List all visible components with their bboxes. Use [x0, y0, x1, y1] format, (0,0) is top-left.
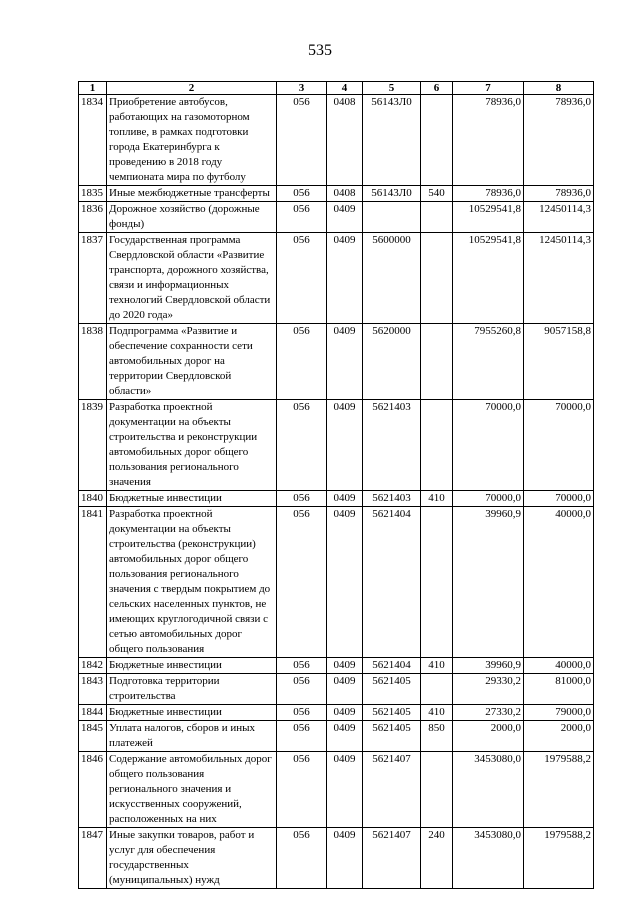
- amount-col-8: 12450114,3: [524, 202, 594, 233]
- table-row: [79, 186, 594, 202]
- row-number: 1839: [79, 400, 107, 491]
- header-row: [79, 82, 594, 95]
- section-code: 0409: [327, 721, 363, 752]
- section-code: 0409: [327, 752, 363, 828]
- row-number: 1841: [79, 507, 107, 658]
- row-number: 1838: [79, 324, 107, 400]
- expense-type-code: [421, 507, 453, 658]
- table-row: [79, 233, 594, 324]
- row-name: Приобретение автобусов, работающих на газомоторном топливе, в рамках подготовки города Екатеринбурга к проведению в 2018 году чемпионата мира по футболу: [107, 95, 277, 186]
- table-row: [79, 95, 594, 186]
- section-code: 0409: [327, 705, 363, 721]
- admin-code: 056: [277, 507, 327, 658]
- amount-col-8: 70000,0: [524, 400, 594, 491]
- table-row: [79, 324, 594, 400]
- table-row: [79, 507, 594, 658]
- column-header: 7: [453, 82, 524, 95]
- expense-type-code: 540: [421, 186, 453, 202]
- expense-type-code: 410: [421, 491, 453, 507]
- expense-type-code: [421, 324, 453, 400]
- amount-col-7: 29330,2: [453, 674, 524, 705]
- section-code: 0409: [327, 828, 363, 889]
- table-row: [79, 491, 594, 507]
- section-code: 0409: [327, 202, 363, 233]
- amount-col-8: 40000,0: [524, 507, 594, 658]
- row-number: 1837: [79, 233, 107, 324]
- target-article-code: 56143Л0: [363, 95, 421, 186]
- expense-type-code: [421, 674, 453, 705]
- target-article-code: [363, 202, 421, 233]
- expense-type-code: 410: [421, 658, 453, 674]
- expense-type-code: 240: [421, 828, 453, 889]
- target-article-code: 5621404: [363, 658, 421, 674]
- expense-type-code: [421, 202, 453, 233]
- row-number: 1835: [79, 186, 107, 202]
- admin-code: 056: [277, 324, 327, 400]
- budget-table: [78, 81, 594, 889]
- section-code: 0409: [327, 507, 363, 658]
- expense-type-code: [421, 95, 453, 186]
- expense-type-code: [421, 400, 453, 491]
- target-article-code: 5621405: [363, 721, 421, 752]
- admin-code: 056: [277, 400, 327, 491]
- admin-code: 056: [277, 186, 327, 202]
- row-name: Дорожное хозяйство (дорожные фонды): [107, 202, 277, 233]
- expense-type-code: [421, 233, 453, 324]
- admin-code: 056: [277, 95, 327, 186]
- amount-col-8: 81000,0: [524, 674, 594, 705]
- column-header: 8: [524, 82, 594, 95]
- table-row: [79, 752, 594, 828]
- row-name: Иные межбюджетные трансферты: [107, 186, 277, 202]
- admin-code: 056: [277, 674, 327, 705]
- row-name: Бюджетные инвестиции: [107, 658, 277, 674]
- section-code: 0409: [327, 674, 363, 705]
- amount-col-8: 78936,0: [524, 95, 594, 186]
- admin-code: 056: [277, 491, 327, 507]
- row-name: Подпрограмма «Развитие и обеспечение сохранности сети автомобильных дорог на территории Свердловской области»: [107, 324, 277, 400]
- expense-type-code: 850: [421, 721, 453, 752]
- expense-type-code: [421, 752, 453, 828]
- amount-col-7: 70000,0: [453, 491, 524, 507]
- row-name: Разработка проектной документации на объекты строительства (реконструкции) автомобильных дорог общего пользования регионального значения с твердым покрытием до сельских населенных пунктов, не имеющих круглогодичной связи с сетью автомобильных дорог общего пользования: [107, 507, 277, 658]
- row-name: Государственная программа Свердловской области «Развитие транспорта, дорожного хозяйства, связи и информационных технологий Свердловской области до 2020 года»: [107, 233, 277, 324]
- amount-col-7: 3453080,0: [453, 752, 524, 828]
- amount-col-8: 2000,0: [524, 721, 594, 752]
- row-name: Бюджетные инвестиции: [107, 491, 277, 507]
- amount-col-7: 78936,0: [453, 186, 524, 202]
- target-article-code: 5621405: [363, 674, 421, 705]
- column-header: 3: [277, 82, 327, 95]
- amount-col-8: 78936,0: [524, 186, 594, 202]
- amount-col-8: 12450114,3: [524, 233, 594, 324]
- table-row: [79, 828, 594, 889]
- row-number: 1844: [79, 705, 107, 721]
- column-header: 5: [363, 82, 421, 95]
- amount-col-7: 3453080,0: [453, 828, 524, 889]
- amount-col-7: 39960,9: [453, 658, 524, 674]
- admin-code: 056: [277, 721, 327, 752]
- row-number: 1842: [79, 658, 107, 674]
- amount-col-7: 10529541,8: [453, 202, 524, 233]
- target-article-code: 5621403: [363, 400, 421, 491]
- amount-col-7: 39960,9: [453, 507, 524, 658]
- table-row: [79, 721, 594, 752]
- admin-code: 056: [277, 202, 327, 233]
- page-number: 535: [308, 42, 332, 59]
- amount-col-7: 10529541,8: [453, 233, 524, 324]
- row-number: 1846: [79, 752, 107, 828]
- section-code: 0409: [327, 400, 363, 491]
- table-row: [79, 658, 594, 674]
- amount-col-7: 78936,0: [453, 95, 524, 186]
- section-code: 0408: [327, 95, 363, 186]
- amount-col-8: 40000,0: [524, 658, 594, 674]
- table-row: [79, 400, 594, 491]
- amount-col-8: 1979588,2: [524, 828, 594, 889]
- target-article-code: 5621404: [363, 507, 421, 658]
- row-number: 1834: [79, 95, 107, 186]
- target-article-code: 5621407: [363, 828, 421, 889]
- target-article-code: 5621403: [363, 491, 421, 507]
- target-article-code: 5621405: [363, 705, 421, 721]
- section-code: 0409: [327, 233, 363, 324]
- row-number: 1840: [79, 491, 107, 507]
- amount-col-7: 7955260,8: [453, 324, 524, 400]
- row-name: Разработка проектной документации на объекты строительства и реконструкции автомобильных дорог общего пользования регионального значения: [107, 400, 277, 491]
- admin-code: 056: [277, 752, 327, 828]
- column-header: 6: [421, 82, 453, 95]
- admin-code: 056: [277, 658, 327, 674]
- amount-col-7: 27330,2: [453, 705, 524, 721]
- row-name: Содержание автомобильных дорог общего пользования регионального значения и искусственных сооружений, расположенных на них: [107, 752, 277, 828]
- amount-col-8: 9057158,8: [524, 324, 594, 400]
- amount-col-7: 2000,0: [453, 721, 524, 752]
- expense-type-code: 410: [421, 705, 453, 721]
- target-article-code: 56143Л0: [363, 186, 421, 202]
- amount-col-8: 1979588,2: [524, 752, 594, 828]
- table-row: [79, 202, 594, 233]
- target-article-code: 5621407: [363, 752, 421, 828]
- row-name: Подготовка территории строительства: [107, 674, 277, 705]
- column-header: 1: [79, 82, 107, 95]
- row-name: Иные закупки товаров, работ и услуг для обеспечения государственных (муниципальных) нужд: [107, 828, 277, 889]
- amount-col-7: 70000,0: [453, 400, 524, 491]
- section-code: 0408: [327, 186, 363, 202]
- admin-code: 056: [277, 705, 327, 721]
- row-number: 1843: [79, 674, 107, 705]
- column-header: 4: [327, 82, 363, 95]
- target-article-code: 5600000: [363, 233, 421, 324]
- table-row: [79, 705, 594, 721]
- row-name: Уплата налогов, сборов и иных платежей: [107, 721, 277, 752]
- row-number: 1847: [79, 828, 107, 889]
- amount-col-8: 79000,0: [524, 705, 594, 721]
- admin-code: 056: [277, 233, 327, 324]
- table-row: [79, 674, 594, 705]
- section-code: 0409: [327, 324, 363, 400]
- admin-code: 056: [277, 828, 327, 889]
- section-code: 0409: [327, 658, 363, 674]
- column-header: 2: [107, 82, 277, 95]
- amount-col-8: 70000,0: [524, 491, 594, 507]
- row-number: 1836: [79, 202, 107, 233]
- row-number: 1845: [79, 721, 107, 752]
- section-code: 0409: [327, 491, 363, 507]
- target-article-code: 5620000: [363, 324, 421, 400]
- row-name: Бюджетные инвестиции: [107, 705, 277, 721]
